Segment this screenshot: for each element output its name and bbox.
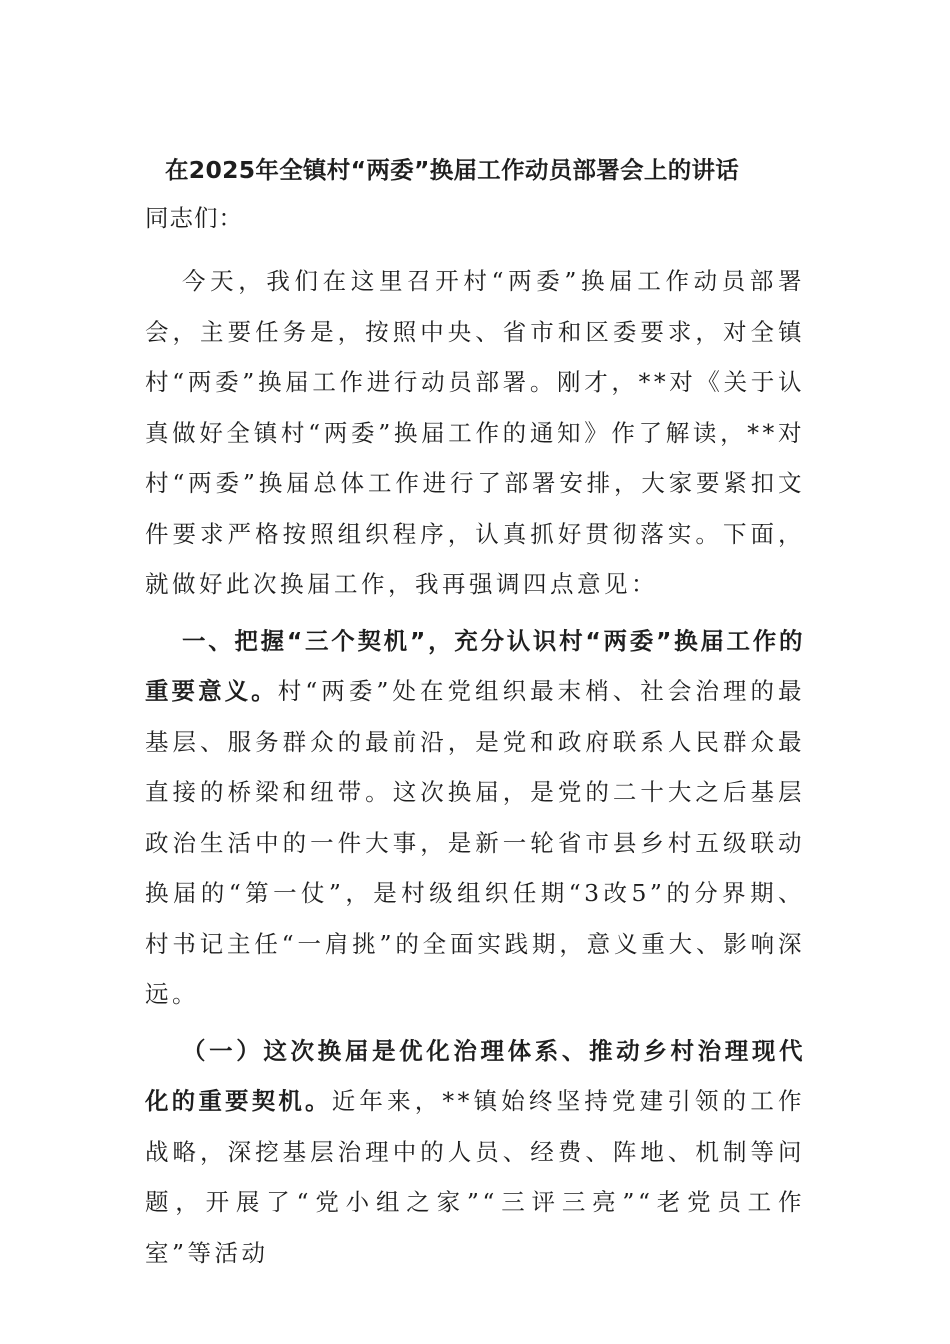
paragraph-text: 村“两委”处在党组织最末梢、社会治理的最基层、服务群众的最前沿，是党和政府联系人民群众最直接的桥梁和纽带。这次换届，是党的二十大之后基层政治生活中的一件大事，是新一轮省市县乡村五级联动换届的“第一仗”，是村级组织任期“3改5”的分界期、村书记主任“一肩挑”的全面实践期，意义重大、影响深远。 — [145, 677, 805, 1008]
paragraph-subsection-1 — [145, 1026, 805, 1279]
section-heading: 一、把握“三个契机”，充分认识村“两委”换届工作的重要意义。 — [145, 626, 805, 705]
subsection-heading: （一）这次换届是优化治理体系、推动乡村治理现代化的重要契机。 — [145, 1036, 805, 1115]
document-body — [145, 150, 805, 1278]
paragraph-text: 近年来，**镇始终坚持党建引领的工作战略，深挖基层治理中的人员、经费、阵地、机制等问题，开展了“党小组之家”“三评三亮”“老党员工作室”等活动 — [145, 1087, 806, 1267]
paragraph-section-1 — [145, 616, 805, 1020]
salutation: 同志们： — [145, 204, 243, 232]
document-title: 在2025年全镇村“两委”换届工作动员部署会上的讲话 — [165, 156, 740, 184]
paragraph-text: 今天，我们在这里召开村“两委”换届工作动员部署会，主要任务是，按照中央、省市和区委要求，对全镇村“两委”换届工作进行动员部署。刚才，**对《关于认真做好全镇村“两委”换届工作的通知》作了解读，**对村“两委”换届总体工作进行了部署安排，大家要紧扣文件要求严格按照组织程序，认真抓好贯彻落实。下面，就做好此次换届工作，我再强调四点意见： — [145, 267, 805, 598]
paragraph-intro — [145, 256, 805, 610]
